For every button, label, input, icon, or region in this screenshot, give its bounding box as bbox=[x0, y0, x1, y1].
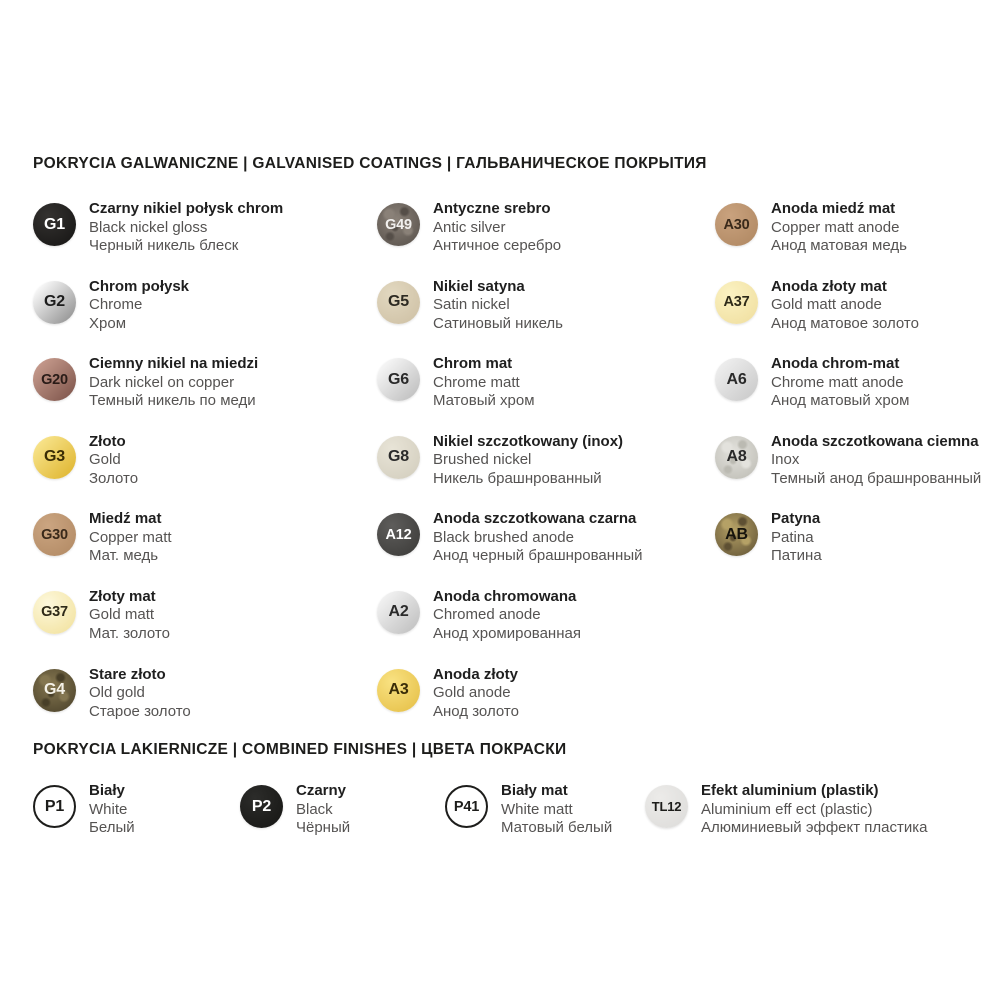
swatch-p1 bbox=[33, 785, 76, 828]
galvanised-column-3 bbox=[715, 200, 1000, 591]
finish-name-pl: Chrom mat bbox=[433, 355, 513, 373]
swatch-a6 bbox=[715, 358, 758, 401]
swatch-a3 bbox=[377, 669, 420, 712]
finish-item-a8 bbox=[715, 432, 1000, 514]
finish-name-ru: Мат. золото bbox=[89, 624, 170, 642]
finish-name-pl: Ciemny nikiel na miedzi bbox=[89, 355, 259, 373]
finish-name-ru: Никель брашнрованный bbox=[433, 469, 602, 487]
finish-name-pl: Chrom połysk bbox=[89, 277, 190, 295]
finish-name-en: Gold anode bbox=[433, 684, 511, 702]
finish-name-en: Dark nickel on copper bbox=[89, 373, 235, 391]
finish-name-ru: Алюминиевый эффект пластика bbox=[701, 819, 928, 836]
finish-name-en: Inox bbox=[771, 451, 800, 469]
finish-labels bbox=[771, 200, 907, 256]
finish-labels bbox=[89, 355, 258, 411]
finish-name-pl: Złoty mat bbox=[89, 587, 156, 605]
finish-item-a3 bbox=[377, 665, 715, 747]
finish-code: A6 bbox=[726, 370, 747, 388]
finish-name-en: Black nickel gloss bbox=[89, 218, 208, 236]
finish-code: G4 bbox=[44, 681, 65, 699]
finish-name-pl: Anoda szczotkowana ciemna bbox=[771, 432, 979, 450]
finish-labels bbox=[701, 782, 927, 838]
finish-name-ru: Античное серебро bbox=[433, 237, 562, 254]
finish-labels bbox=[296, 782, 350, 838]
finish-name-ru: Мат. медь bbox=[89, 547, 159, 565]
finish-labels bbox=[433, 355, 535, 411]
finish-name-en: Antic silver bbox=[433, 218, 506, 236]
finish-labels bbox=[433, 588, 581, 644]
finish-labels bbox=[771, 510, 822, 566]
finish-code: G37 bbox=[41, 604, 68, 621]
swatch-a12 bbox=[377, 513, 420, 556]
section-title-combined-finishes: POKRYCIA LAKIERNICZE | COMBINED FINISHES | ЦВЕТА ПОКРАСКИ bbox=[33, 741, 567, 758]
finish-name-ru: Анод хромированная bbox=[433, 624, 581, 642]
swatch-g6 bbox=[377, 358, 420, 401]
finish-item-g2 bbox=[33, 277, 377, 359]
finish-code: P41 bbox=[453, 798, 480, 815]
finish-labels bbox=[771, 278, 919, 334]
finish-name-pl: Anoda złoty bbox=[433, 665, 518, 683]
finish-name-en: Chrome bbox=[89, 296, 143, 314]
finish-code: G6 bbox=[388, 370, 409, 388]
finish-name-en: Aluminium eff ect (plastic) bbox=[701, 800, 873, 818]
finish-name-en: Black brushed anode bbox=[433, 528, 574, 546]
finish-labels bbox=[433, 666, 519, 722]
finish-name-en: Gold matt anode bbox=[771, 296, 882, 314]
finish-name-ru: Анод черный брашнрованный bbox=[433, 547, 643, 565]
finish-name-en: Satin nickel bbox=[433, 296, 510, 314]
finish-code: A37 bbox=[723, 294, 750, 311]
finish-item-a30 bbox=[715, 200, 1000, 281]
finish-labels bbox=[433, 510, 642, 566]
finish-item-p2 bbox=[240, 782, 351, 838]
finish-code: G1 bbox=[44, 215, 65, 233]
finish-name-ru: Анод матовое золото bbox=[771, 314, 919, 332]
finish-labels bbox=[771, 433, 981, 489]
section-title-galvanised-coatings: POKRYCIA GALWANICZNE | GALVANISED COATINGS | ГАЛЬВАНИЧЕСКОЕ ПОКРЫТИЯ bbox=[33, 155, 707, 172]
finish-labels bbox=[89, 200, 283, 256]
finish-code: A8 bbox=[726, 448, 747, 466]
finish-labels bbox=[771, 355, 909, 411]
finish-item-g30 bbox=[33, 510, 377, 591]
finish-name-pl: Patyna bbox=[771, 510, 821, 528]
finish-name-pl: Anoda szczotkowana czarna bbox=[433, 510, 637, 528]
swatch-tl12 bbox=[645, 785, 688, 828]
swatch-g1 bbox=[33, 203, 76, 246]
swatch-a8 bbox=[715, 436, 758, 479]
finish-name-ru: Анод матовый хром bbox=[771, 392, 910, 410]
swatch-p2 bbox=[240, 785, 283, 828]
finish-item-g1 bbox=[33, 200, 377, 281]
finish-item-g49 bbox=[377, 200, 715, 281]
finish-name-ru: Матовый белый bbox=[501, 819, 613, 836]
swatch-g37 bbox=[33, 591, 76, 634]
finish-code: AB bbox=[725, 525, 748, 543]
finish-code: G49 bbox=[385, 216, 412, 233]
finish-name-en: Patina bbox=[771, 528, 814, 546]
finish-item-a12 bbox=[377, 510, 715, 591]
finish-name-ru: Белый bbox=[89, 819, 135, 836]
finish-code: G5 bbox=[388, 293, 409, 311]
finish-name-en: White matt bbox=[501, 800, 573, 818]
finish-labels bbox=[433, 433, 623, 489]
finish-name-ru: Хром bbox=[89, 314, 127, 332]
finish-name-pl: Stare złoto bbox=[89, 665, 166, 683]
finish-item-a6 bbox=[715, 355, 1000, 436]
finish-labels bbox=[501, 782, 612, 838]
finish-code: G8 bbox=[388, 448, 409, 466]
finish-name-ru: Чёрный bbox=[296, 819, 351, 836]
finish-name-pl: Złoto bbox=[89, 432, 126, 450]
finish-item-tl12 bbox=[645, 782, 928, 838]
finish-code: TL12 bbox=[651, 799, 682, 814]
finish-code: G2 bbox=[44, 293, 65, 311]
finish-labels bbox=[89, 782, 135, 838]
swatch-a30 bbox=[715, 203, 758, 246]
finish-name-pl: Czarny bbox=[296, 782, 347, 799]
finish-name-en: Copper matt bbox=[89, 528, 172, 546]
galvanised-column-2 bbox=[377, 200, 715, 746]
finish-labels bbox=[89, 278, 189, 334]
finish-item-g3 bbox=[33, 432, 377, 514]
swatch-g20 bbox=[33, 358, 76, 401]
finish-name-pl: Biały mat bbox=[501, 782, 568, 799]
finish-name-en: Chrome matt bbox=[433, 373, 520, 391]
finish-labels bbox=[89, 666, 191, 722]
finish-name-ru: Сатиновый никель bbox=[433, 314, 563, 332]
swatch-g8 bbox=[377, 436, 420, 479]
finish-name-pl: Anoda chrom-mat bbox=[771, 355, 900, 373]
finish-code: A12 bbox=[385, 526, 412, 543]
finish-code: P1 bbox=[44, 797, 65, 815]
finish-name-pl: Miedź mat bbox=[89, 510, 162, 528]
swatch-g2 bbox=[33, 281, 76, 324]
swatch-ab bbox=[715, 513, 758, 556]
finish-labels bbox=[433, 200, 561, 256]
finish-code: A30 bbox=[723, 216, 750, 233]
swatch-g3 bbox=[33, 436, 76, 479]
finish-labels bbox=[433, 278, 563, 334]
finish-name-ru: Старое золото bbox=[89, 702, 191, 720]
finish-labels bbox=[89, 588, 170, 644]
finish-labels bbox=[89, 510, 172, 566]
finish-item-g5 bbox=[377, 277, 715, 359]
finish-item-p41 bbox=[445, 782, 613, 838]
finish-name-en: White bbox=[89, 800, 128, 818]
finish-name-ru: Темный никель по меди bbox=[89, 392, 256, 410]
finish-name-ru: Золото bbox=[89, 469, 139, 487]
finish-name-pl: Anoda miedź mat bbox=[771, 200, 896, 217]
finish-item-g6 bbox=[377, 355, 715, 436]
swatch-p41 bbox=[445, 785, 488, 828]
galvanised-column-1 bbox=[33, 200, 377, 746]
finish-name-en: Gold bbox=[89, 451, 121, 469]
finish-item-a37 bbox=[715, 277, 1000, 359]
swatch-g5 bbox=[377, 281, 420, 324]
finish-name-pl: Nikiel szczotkowany (inox) bbox=[433, 432, 624, 450]
finish-name-pl: Antyczne srebro bbox=[433, 200, 551, 217]
finish-name-ru: Темный анод брашнрованный bbox=[771, 469, 982, 487]
finish-labels bbox=[89, 433, 138, 489]
combined-finishes-row bbox=[0, 782, 1000, 865]
finish-item-g37 bbox=[33, 587, 377, 669]
finish-item-ab bbox=[715, 510, 1000, 591]
finish-code: A2 bbox=[388, 603, 409, 621]
finish-name-ru: Черный никель блеск bbox=[89, 237, 239, 254]
finish-name-pl: Anoda złoty mat bbox=[771, 277, 887, 295]
finish-code: G20 bbox=[41, 371, 68, 388]
finish-item-g8 bbox=[377, 432, 715, 514]
finish-name-ru: Матовый хром bbox=[433, 392, 535, 410]
finish-name-ru: Патина bbox=[771, 547, 822, 565]
finish-item-g4 bbox=[33, 665, 377, 747]
swatch-a2 bbox=[377, 591, 420, 634]
finish-name-en: Brushed nickel bbox=[433, 451, 532, 469]
finish-name-pl: Anoda chromowana bbox=[433, 587, 577, 605]
finish-item-a2 bbox=[377, 587, 715, 669]
finish-name-en: Gold matt bbox=[89, 606, 155, 624]
finish-code: A3 bbox=[388, 681, 409, 699]
finish-name-en: Chrome matt anode bbox=[771, 373, 904, 391]
finish-name-ru: Анод матовая медь bbox=[771, 237, 907, 254]
finish-name-en: Black bbox=[296, 800, 333, 818]
swatch-g4 bbox=[33, 669, 76, 712]
finish-name-pl: Nikiel satyna bbox=[433, 277, 525, 295]
finish-item-g20 bbox=[33, 355, 377, 436]
finish-name-en: Chromed anode bbox=[433, 606, 541, 624]
finish-name-en: Copper matt anode bbox=[771, 218, 900, 236]
finish-code: G3 bbox=[44, 448, 65, 466]
finish-name-pl: Biały bbox=[89, 782, 125, 799]
finish-item-p1 bbox=[33, 782, 135, 838]
finish-code: G30 bbox=[41, 526, 68, 543]
finish-name-ru: Анод золото bbox=[433, 702, 519, 720]
swatch-a37 bbox=[715, 281, 758, 324]
swatch-g49 bbox=[377, 203, 420, 246]
finish-code: P2 bbox=[251, 797, 272, 815]
swatch-g30 bbox=[33, 513, 76, 556]
finish-name-pl: Efekt aluminium (plastik) bbox=[701, 782, 879, 799]
finish-name-en: Old gold bbox=[89, 684, 145, 702]
finish-name-pl: Czarny nikiel połysk chrom bbox=[89, 200, 284, 217]
